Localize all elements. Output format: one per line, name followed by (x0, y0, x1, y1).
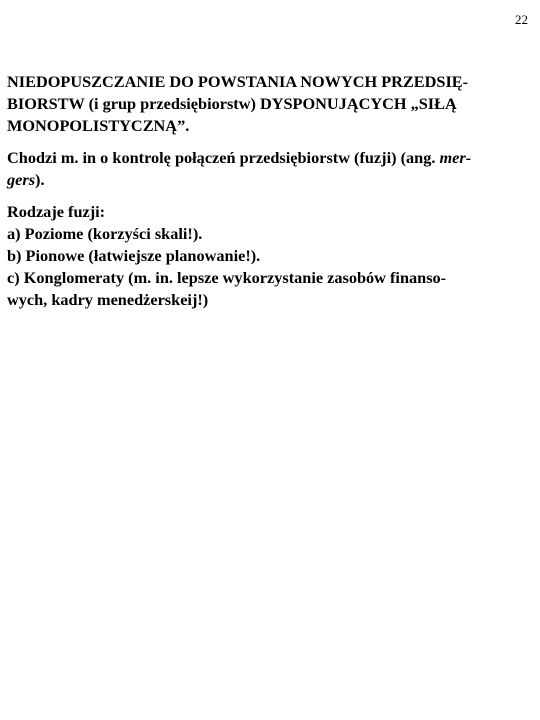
policy-line-3: MONOPOLISTYCZNĄ”. (7, 116, 190, 135)
merger-type-horizontal: a) Poziome (korzyści skali!). (7, 224, 203, 243)
policy-line-2: BIORSTW (i grup przedsiębiorstw) DYSPONUJĄCYCH „SIŁĄ (7, 94, 457, 113)
mergers-term-part-1: mer- (439, 148, 472, 167)
mergers-term-part-2: gers (7, 170, 36, 189)
merger-type-conglomerate-cont: wych, kadry menedżerskeij!) (7, 290, 209, 309)
page-number: 22 (515, 12, 528, 27)
merger-types-heading: Rodzaje fuzji: (7, 202, 106, 221)
mergers-paragraph (7, 147, 533, 191)
mergers-text-2: ). (35, 170, 45, 189)
slide-content (7, 71, 533, 321)
mergers-text-1: Chodzi m. in o kontrolę połączeń przedsiębiorstw (fuzji) (ang. (7, 148, 440, 167)
merger-types-list (7, 201, 533, 311)
merger-type-conglomerate: c) Konglomeraty (m. in. lepsze wykorzystanie zasobów finanso- (7, 268, 447, 287)
mergers-line-1 (7, 147, 533, 169)
policy-line-1: NIEDOPUSZCZANIE DO POWSTANIA NOWYCH PRZEDSIĘ- (7, 72, 469, 91)
mergers-line-2 (7, 169, 533, 191)
policy-paragraph (7, 71, 533, 137)
merger-type-vertical: b) Pionowe (łatwiejsze planowanie!). (7, 246, 261, 265)
